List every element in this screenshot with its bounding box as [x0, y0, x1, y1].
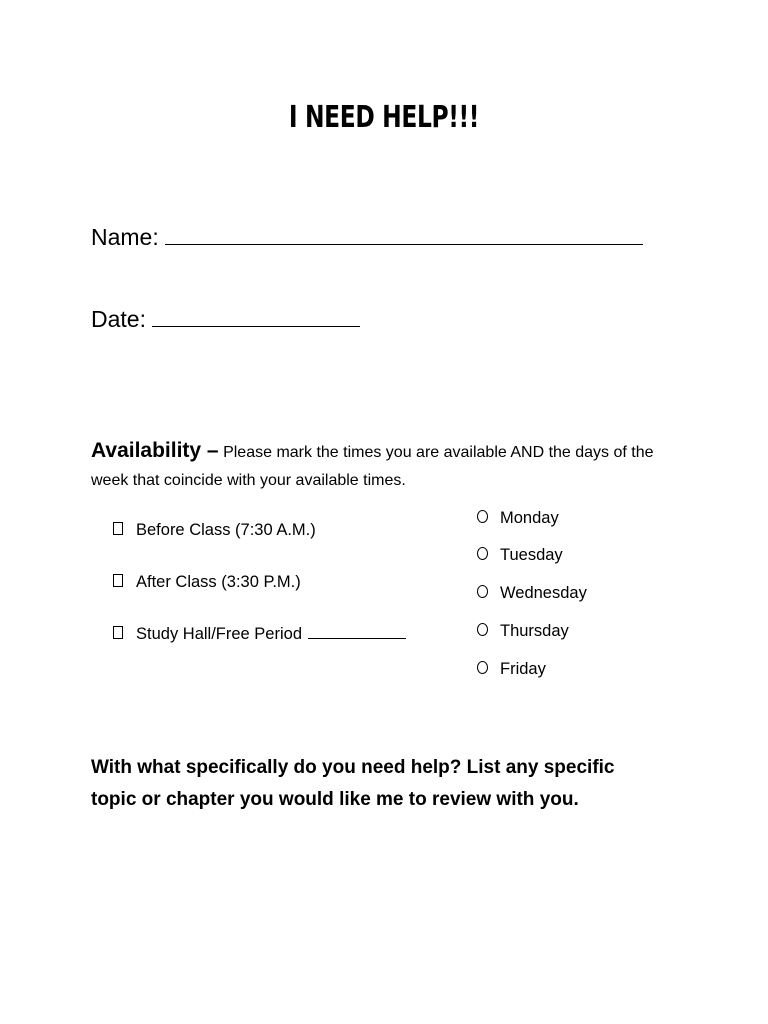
day-label: Tuesday [500, 546, 563, 564]
name-field-row [91, 222, 643, 252]
time-option-after-class[interactable] [113, 571, 301, 593]
time-option-label: After Class (3:30 P.M.) [136, 573, 301, 591]
checkbox-icon[interactable] [113, 574, 123, 587]
time-option-label: Before Class (7:30 A.M.) [136, 521, 316, 539]
day-label: Wednesday [500, 584, 587, 602]
circle-icon[interactable] [477, 623, 488, 636]
day-option-wednesday[interactable] [477, 582, 587, 604]
day-option-monday[interactable] [477, 507, 559, 529]
day-label: Monday [500, 509, 559, 527]
day-option-tuesday[interactable] [477, 544, 563, 566]
circle-icon[interactable] [477, 661, 488, 674]
day-label: Thursday [500, 622, 569, 640]
circle-icon[interactable] [477, 585, 488, 598]
circle-icon[interactable] [477, 510, 488, 523]
date-field-row [91, 304, 360, 334]
help-question: With what specifically do you need help? List any specific topic or chapter you would like me to review with you. [91, 757, 615, 810]
day-label: Friday [500, 660, 546, 678]
time-option-label: Study Hall/Free Period [136, 625, 302, 643]
day-option-thursday[interactable] [477, 620, 569, 642]
availability-instructions: Please mark the times you are available AND the days of the week that coincide with your available times. [91, 444, 654, 489]
date-field[interactable] [152, 304, 360, 327]
page-title: I NEED HELP!!! [288, 100, 480, 135]
checkbox-icon[interactable] [113, 626, 123, 639]
checkbox-icon[interactable] [113, 522, 123, 535]
day-option-friday[interactable] [477, 658, 546, 680]
name-label: Name: [91, 224, 159, 250]
circle-icon[interactable] [477, 547, 488, 560]
name-field[interactable] [165, 222, 643, 245]
date-label: Date: [91, 306, 146, 332]
availability-heading: Availability – [91, 439, 219, 462]
availability-section [91, 437, 691, 495]
study-hall-period-field[interactable] [308, 624, 406, 639]
time-option-study-hall[interactable] [113, 623, 406, 645]
time-option-before-class[interactable] [113, 519, 316, 541]
